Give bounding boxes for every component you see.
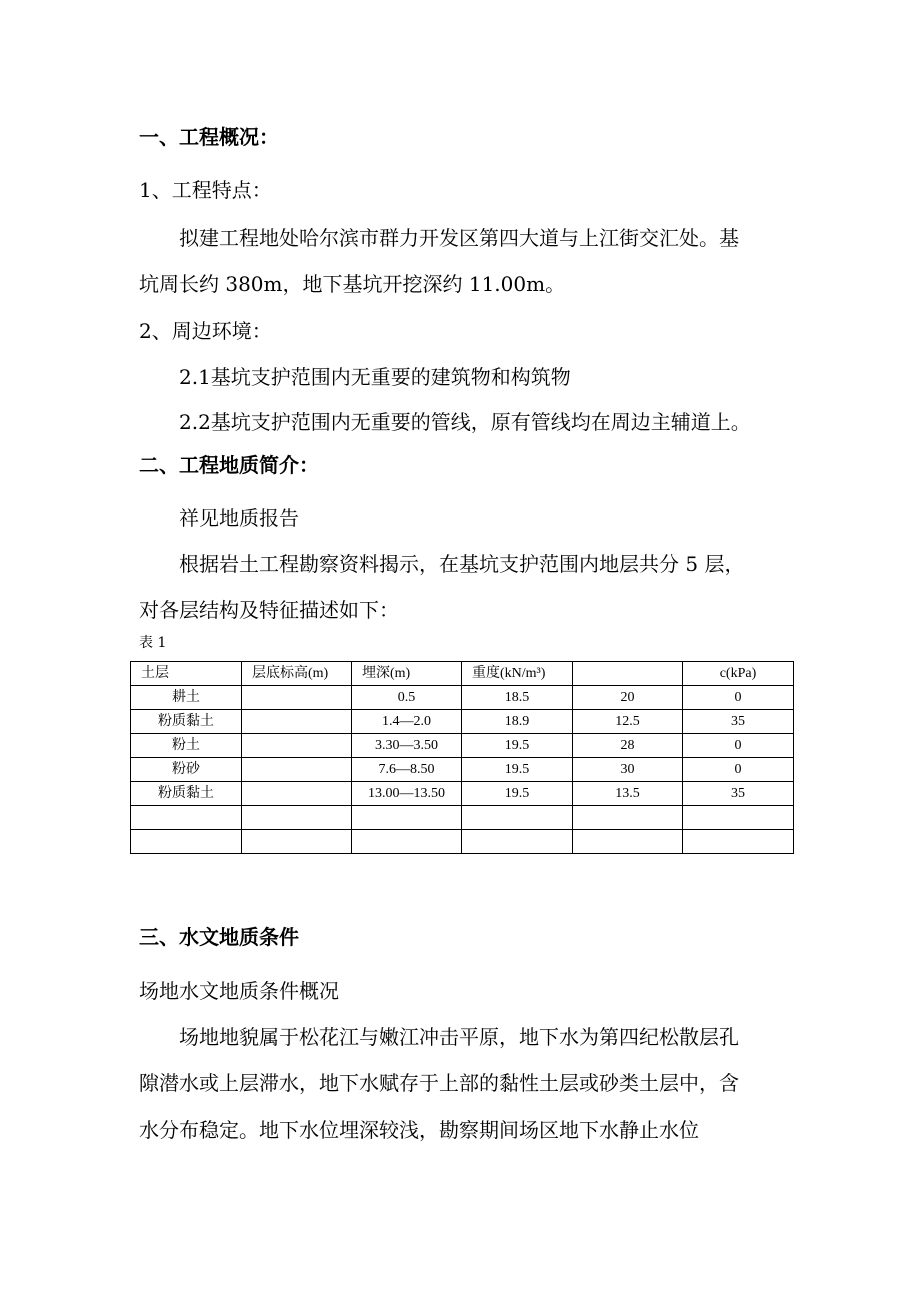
cell-depth: 13.00—13.50 [352, 782, 462, 806]
cell-empty [683, 806, 794, 830]
hydrogeology-paragraph-line-3: 水分布稳定。地下水位埋深较浅，勘察期间场区地下水静止水位 [139, 1118, 699, 1142]
header-blank [573, 662, 683, 686]
cell-empty [462, 830, 573, 854]
section-1-heading: 一、工程概况： [139, 125, 279, 149]
header-depth: 埋深(m) [352, 662, 462, 686]
cell-empty [242, 806, 352, 830]
table-row [131, 758, 794, 782]
cell-unit-weight: 19.5 [462, 734, 573, 758]
cell-soil-layer: 粉砂 [131, 758, 242, 782]
cell-empty [683, 830, 794, 854]
table-row [131, 686, 794, 710]
environment-item-2-1: 2.1基坑支护范围内无重要的建筑物和构筑物 [179, 365, 571, 389]
cell-cohesion: 35 [683, 710, 794, 734]
cell-unit-weight: 19.5 [462, 782, 573, 806]
cell-empty [352, 806, 462, 830]
cell-bottom-elevation [242, 710, 352, 734]
cell-friction-angle: 30 [573, 758, 683, 782]
cell-depth: 0.5 [352, 686, 462, 710]
cell-friction-angle: 12.5 [573, 710, 683, 734]
cell-cohesion: 0 [683, 734, 794, 758]
header-cohesion: c(kPa) [683, 662, 794, 686]
cell-friction-angle: 13.5 [573, 782, 683, 806]
table-caption: 表 1 [139, 635, 167, 651]
header-bottom-elevation: 层底标高(m) [242, 662, 352, 686]
section-1-2-heading: 2、周边环境： [139, 319, 272, 343]
table-header-row [131, 662, 794, 686]
table-row [131, 710, 794, 734]
cell-unit-weight: 18.5 [462, 686, 573, 710]
geology-report-note: 祥见地质报告 [179, 506, 299, 530]
header-unit-weight: 重度(kN/m³) [462, 662, 573, 686]
cell-bottom-elevation [242, 758, 352, 782]
header-soil-layer: 土层 [131, 662, 242, 686]
project-feature-paragraph-line-1: 拟建工程地处哈尔滨市群力开发区第四大道与上江街交汇处。基 [179, 226, 739, 250]
cell-empty [573, 806, 683, 830]
section-1-1-heading: 1、工程特点： [139, 178, 272, 202]
cell-cohesion: 0 [683, 686, 794, 710]
cell-soil-layer: 粉质黏土 [131, 782, 242, 806]
cell-friction-angle: 20 [573, 686, 683, 710]
table-row-empty [131, 830, 794, 854]
cell-cohesion: 0 [683, 758, 794, 782]
environment-item-2-2: 2.2基坑支护范围内无重要的管线，原有管线均在周边主辅道上。 [179, 410, 751, 434]
cell-empty [131, 830, 242, 854]
geology-paragraph-line-2: 对各层结构及特征描述如下： [139, 598, 399, 622]
geology-paragraph-line-1: 根据岩土工程勘察资料揭示，在基坑支护范围内地层共分 5 层， [179, 552, 745, 576]
cell-empty [352, 830, 462, 854]
project-feature-paragraph-line-2: 坑周长约 380m，地下基坑开挖深约 11.00m。 [139, 272, 566, 296]
cell-empty [131, 806, 242, 830]
cell-cohesion: 35 [683, 782, 794, 806]
cell-soil-layer: 粉土 [131, 734, 242, 758]
cell-depth: 1.4—2.0 [352, 710, 462, 734]
hydrogeology-paragraph-line-1: 场地地貌属于松花江与嫩江冲击平原，地下水为第四纪松散层孔 [179, 1025, 739, 1049]
soil-layer-table [130, 661, 794, 854]
table-row [131, 782, 794, 806]
cell-friction-angle: 28 [573, 734, 683, 758]
cell-empty [573, 830, 683, 854]
hydrogeology-paragraph-line-2: 隙潜水或上层滞水，地下水赋存于上部的黏性土层或砂类土层中，含 [139, 1071, 739, 1095]
cell-empty [242, 830, 352, 854]
table-row-empty [131, 806, 794, 830]
cell-empty [462, 806, 573, 830]
cell-bottom-elevation [242, 782, 352, 806]
cell-bottom-elevation [242, 686, 352, 710]
hydrogeology-subtitle: 场地水文地质条件概况 [139, 979, 339, 1003]
section-2-heading: 二、工程地质简介： [139, 453, 319, 477]
cell-soil-layer: 粉质黏土 [131, 710, 242, 734]
section-3-heading: 三、水文地质条件 [139, 925, 299, 949]
cell-depth: 7.6—8.50 [352, 758, 462, 782]
cell-soil-layer: 耕土 [131, 686, 242, 710]
cell-unit-weight: 18.9 [462, 710, 573, 734]
cell-depth: 3.30—3.50 [352, 734, 462, 758]
cell-unit-weight: 19.5 [462, 758, 573, 782]
cell-bottom-elevation [242, 734, 352, 758]
table-row [131, 734, 794, 758]
